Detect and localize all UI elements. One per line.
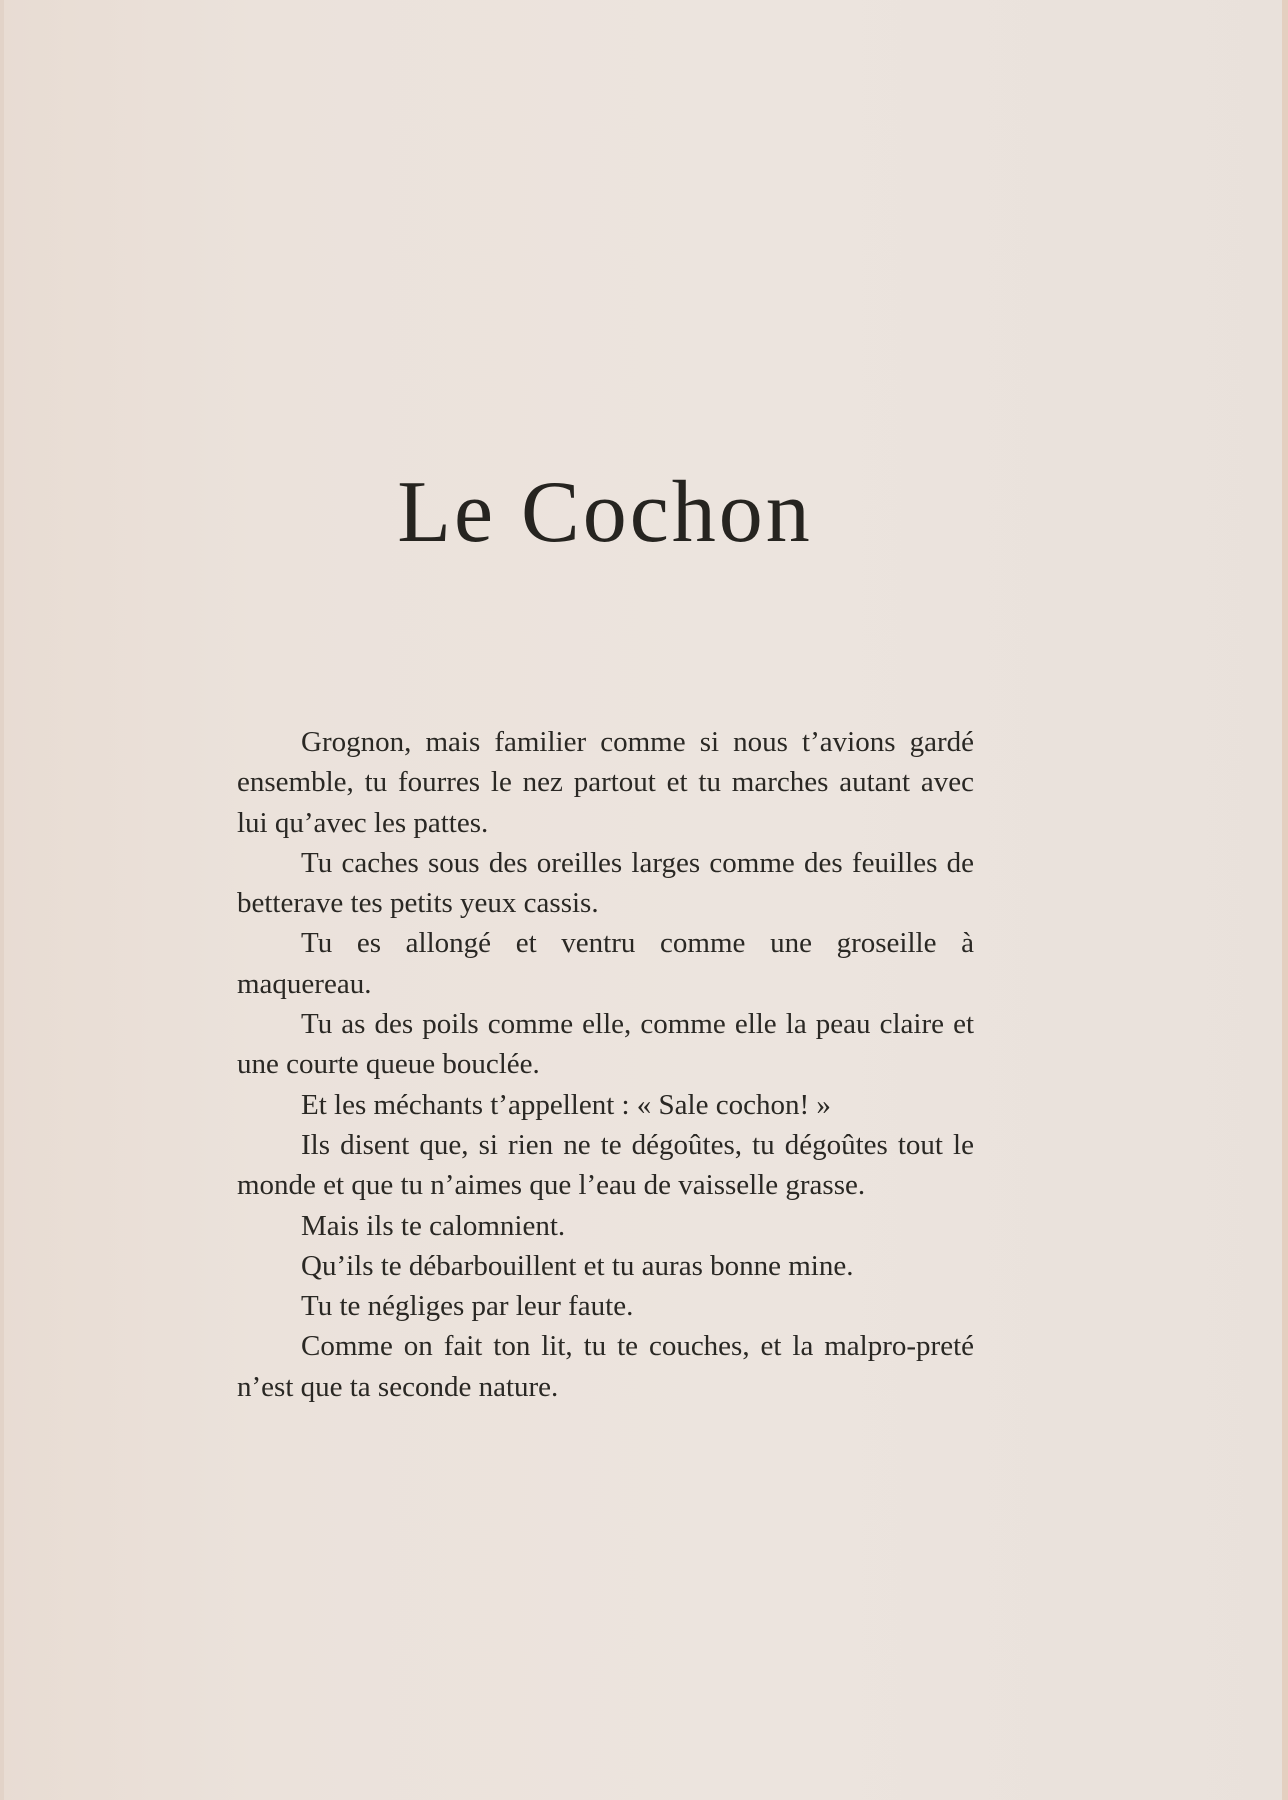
paragraph: Mais ils te calomnient. [301,1209,566,1242]
paragraph: Tu as des poils comme elle, comme elle la peau claire et une courte queue bouclée. [237,1008,974,1081]
poem-text [237,722,974,1407]
paragraph: Tu es allongé et ventru comme une groseille à maquereau. [237,927,974,1000]
page-edge-right [1282,0,1288,1800]
paragraph: Ils disent que, si rien ne te dégoûtes, tu dégoûtes tout le monde et que tu n’aimes que l’eau de vaisselle grasse. [237,1128,974,1202]
paragraph: Et les méchants t’appellent : « Sale cochon! » [301,1088,831,1121]
paragraph: Tu caches sous des oreilles larges comme des feuilles de betterave tes petits yeux cassis. [237,846,974,920]
paragraph: Grognon, mais familier comme si nous t’avions gardé ensemble, tu fourres le nez partout et tu marches autant avec lui qu’avec les pattes. [237,726,974,839]
paragraph: Qu’ils te débarbouillent et tu auras bonne mine. [301,1249,854,1282]
page-edge-left [0,0,4,1800]
paragraph: Tu te négliges par leur faute. [301,1290,634,1323]
page-title: Le Cochon [397,464,813,561]
paragraph: Comme on fait ton lit, tu te couches, et la malpro-preté n’est que ta seconde nature. [237,1330,974,1403]
